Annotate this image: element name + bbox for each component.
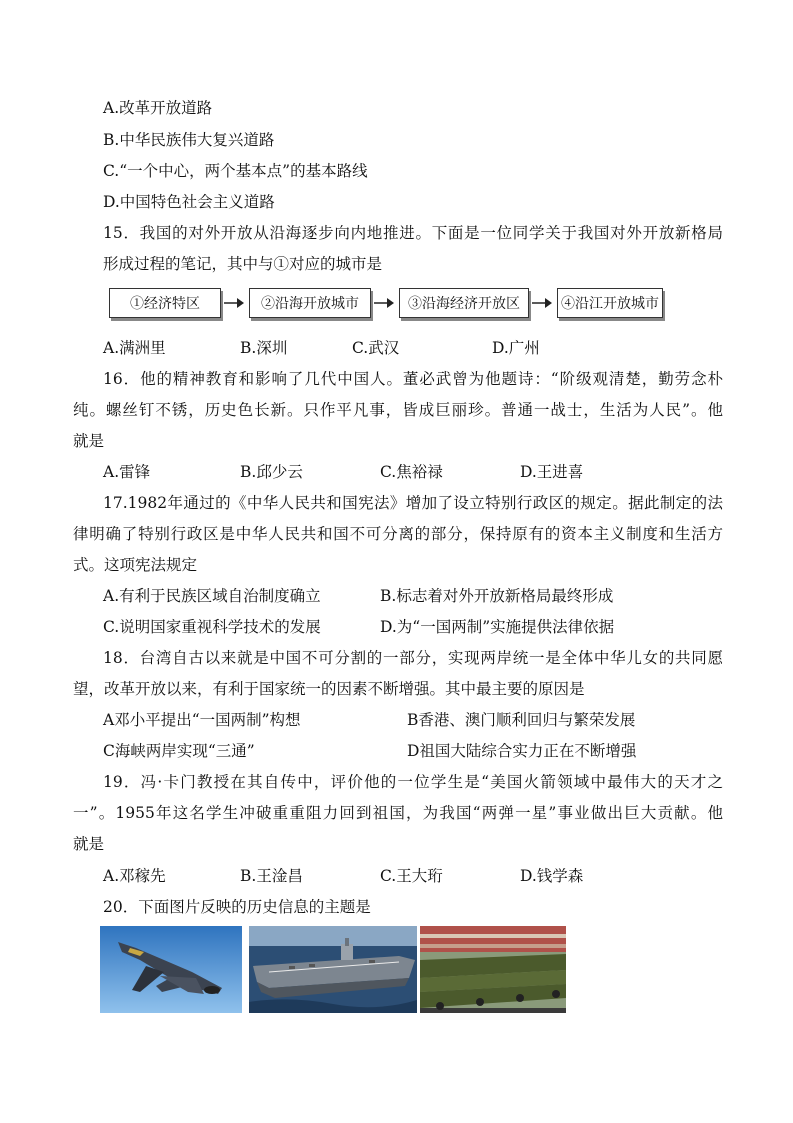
- q18-stem-line2: 望，改革开放以来，有利于国家统一的因素不断增强。其中最主要的原因是: [73, 680, 585, 698]
- q16-option-a: A.雷锋: [103, 463, 151, 481]
- q14-option-b: B.中华民族伟大复兴道路: [103, 131, 275, 149]
- flow-step-4: ④沿江开放城市: [557, 288, 663, 318]
- missile-parade-photo: [420, 926, 566, 1013]
- q19-option-d: D.钱学森: [520, 867, 584, 885]
- q18-stem-line1: 18．台湾自古以来就是中国不可分割的一部分，实现两岸统一是全体中华儿女的共同愿: [103, 649, 723, 667]
- q18-option-d: D祖国大陆综合实力正在不断增强: [407, 742, 637, 760]
- q19-option-a: A.邓稼先: [103, 867, 166, 885]
- q15-stem-line2: 形成过程的笔记，其中与①对应的城市是: [103, 255, 383, 273]
- q16-stem-line2: 纯。螺丝钉不锈，历史色长新。只作平凡事，皆成巨丽珍。普通一战士，生活为人民”。他: [73, 401, 723, 419]
- q17-stem-line1: 17.1982年通过的《中华人民共和国宪法》增加了设立特别行政区的规定。据此制定的法: [103, 494, 723, 512]
- q14-option-c: C.“一个中心，两个基本点”的基本路线: [103, 162, 368, 180]
- q16-option-b: B.邱少云: [240, 463, 303, 481]
- aircraft-carrier-photo: [249, 926, 417, 1013]
- q17-stem-line2: 律明确了特别行政区是中华人民共和国不可分离的部分，保持原有的资本主义制度和生活方: [73, 525, 723, 543]
- q20-stem-line1: 20．下面图片反映的历史信息的主题是: [103, 898, 371, 916]
- q17-option-a: A.有利于民族区域自治制度确立: [103, 587, 321, 605]
- q16-option-c: C.焦裕禄: [380, 463, 443, 481]
- flow-step-3: ③沿海经济开放区: [399, 288, 529, 318]
- q15-option-b: B.深圳: [240, 339, 288, 357]
- q16-stem-line3: 就是: [73, 432, 105, 450]
- q17-option-d: D.为“一国两制”实施提供法律依据: [380, 618, 615, 636]
- q15-option-d: D.广州: [492, 339, 540, 357]
- q19-option-c: C.王大珩: [380, 867, 443, 885]
- q17-stem-line3: 式。这项宪法规定: [73, 556, 198, 574]
- q14-option-a: A.改革开放道路: [103, 99, 213, 117]
- arrow-right-icon: [373, 295, 395, 311]
- q18-option-b: B香港、澳门顺利回归与繁荣发展: [407, 711, 636, 729]
- arrow-right-icon: [223, 295, 245, 311]
- q19-option-b: B.王淦昌: [240, 867, 303, 885]
- q14-option-d: D.中国特色社会主义道路: [103, 193, 275, 211]
- q15-stem-line1: 15．我国的对外开放从沿海逐步向内地推进。下面是一位同学关于我国对外开放新格局: [103, 224, 723, 242]
- q18-option-c: C海峡两岸实现“三通”: [103, 742, 255, 760]
- arrow-right-icon: [531, 295, 553, 311]
- q16-stem-line1: 16．他的精神教育和影响了几代中国人。董必武曾为他题诗：“阶级观清楚，勤劳念朴: [103, 370, 723, 388]
- fighter-jet-photo: [100, 926, 242, 1013]
- q19-stem-line3: 就是: [73, 835, 105, 853]
- q18-option-a: A邓小平提出“一国两制”构想: [103, 711, 301, 729]
- q15-option-a: A.满洲里: [103, 339, 166, 357]
- q17-option-b: B.标志着对外开放新格局最终形成: [380, 587, 614, 605]
- q15-flowchart: [103, 286, 668, 322]
- flow-step-1: ①经济特区: [109, 288, 221, 318]
- flow-step-2: ②沿海开放城市: [249, 288, 371, 318]
- q17-option-c: C.说明国家重视科学技术的发展: [103, 618, 321, 636]
- q16-option-d: D.王进喜: [520, 463, 584, 481]
- q19-stem-line1: 19．冯·卡门教授在其自传中，评价他的一位学生是“美国火箭领域中最伟大的天才之: [103, 773, 723, 791]
- q19-stem-line2: 一”。1955年这名学生冲破重重阻力回到祖国，为我国“两弹一星”事业做出巨大贡献。他: [73, 804, 723, 822]
- q15-option-c: C.武汉: [352, 339, 400, 357]
